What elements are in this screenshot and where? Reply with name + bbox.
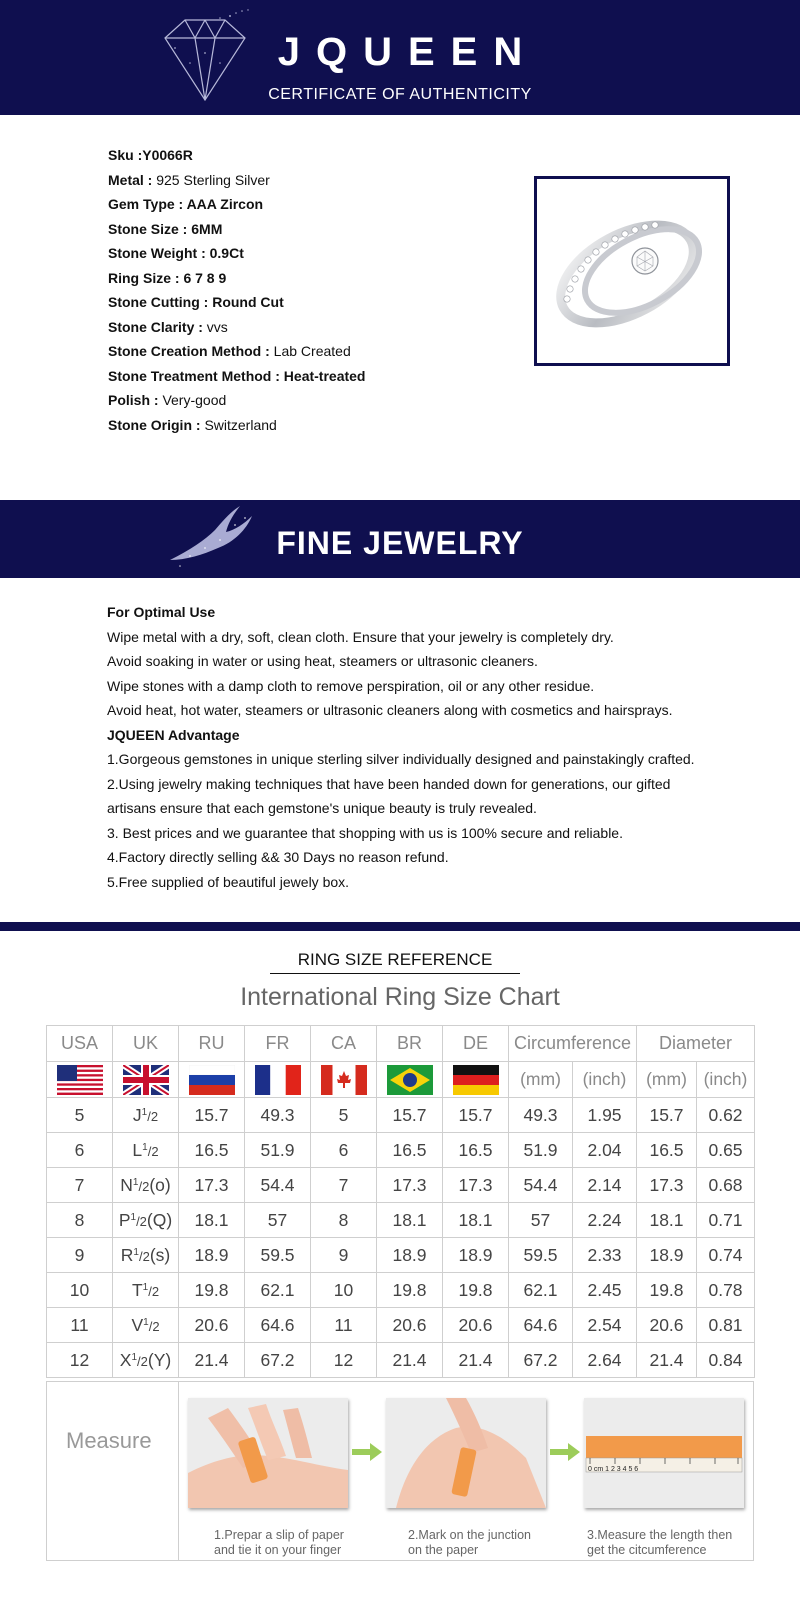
- size-cell-dia-in: 0.74: [697, 1238, 755, 1273]
- size-cell-br: 16.5: [377, 1133, 443, 1168]
- advantage-line: 5.Free supplied of beautiful jewely box.: [107, 873, 350, 890]
- uk-suffix: (o): [149, 1174, 171, 1195]
- size-cell-ru: 21.4: [179, 1343, 245, 1378]
- hand-paper-icon: [188, 1398, 348, 1508]
- size-cell-ru: 18.1: [179, 1203, 245, 1238]
- col-header: DE: [443, 1026, 509, 1062]
- spec-label: Stone Origin :: [108, 416, 201, 433]
- size-cell-dia-mm: 18.1: [637, 1203, 697, 1238]
- size-cell-circ-in: 2.04: [573, 1133, 637, 1168]
- uk-size-cell: [113, 1273, 179, 1308]
- size-cell-ca: 10: [311, 1273, 377, 1308]
- spec-row: [108, 388, 508, 413]
- mark-paper-icon: [386, 1398, 546, 1508]
- unit-header: (inch): [573, 1062, 637, 1098]
- advantage-line: 4.Factory directly selling && 30 Days no reason refund.: [107, 849, 449, 865]
- size-cell-dia-in: 0.68: [697, 1168, 755, 1203]
- spec-value: 6 7 8 9: [179, 269, 227, 286]
- col-header: Circumference: [509, 1026, 637, 1062]
- size-row: [47, 1238, 755, 1273]
- col-header: FR: [245, 1026, 311, 1062]
- size-cell-circ-mm: 51.9: [509, 1133, 573, 1168]
- uk-size-cell: [113, 1203, 179, 1238]
- size-cell-dia-mm: 15.7: [637, 1098, 697, 1133]
- fine-jewelry-title: FINE JEWELRY: [276, 525, 524, 561]
- spec-row: [108, 217, 508, 242]
- col-header: RU: [179, 1026, 245, 1062]
- spec-label: Ring Size :: [108, 269, 180, 286]
- germany-flag-icon: [453, 1065, 499, 1095]
- half-numerator: 1: [130, 1211, 137, 1223]
- size-cell-ca: 9: [311, 1238, 377, 1273]
- size-cell-usa: 7: [47, 1168, 113, 1203]
- ring-size-reference-title: RING SIZE REFERENCE: [270, 950, 520, 974]
- size-cell-ca: 5: [311, 1098, 377, 1133]
- half-denominator: /2: [138, 1178, 150, 1194]
- uk-size-cell: [113, 1343, 179, 1378]
- size-cell-usa: 11: [47, 1308, 113, 1343]
- size-cell-br: 17.3: [377, 1168, 443, 1203]
- size-cell-ru: 19.8: [179, 1273, 245, 1308]
- advantage-heading: JQUEEN Advantage: [107, 726, 240, 743]
- size-cell-br: 21.4: [377, 1343, 443, 1378]
- spec-row: [108, 413, 508, 438]
- spec-label: Stone Size :: [108, 220, 188, 237]
- size-cell-de: 21.4: [443, 1343, 509, 1378]
- size-cell-ca: 7: [311, 1168, 377, 1203]
- size-row: [47, 1203, 755, 1238]
- size-cell-de: 18.1: [443, 1203, 509, 1238]
- size-cell-circ-mm: 54.4: [509, 1168, 573, 1203]
- size-cell-fr: 51.9: [245, 1133, 311, 1168]
- size-cell-circ-in: 2.24: [573, 1203, 637, 1238]
- size-cell-de: 18.9: [443, 1238, 509, 1273]
- uk-size-cell: [113, 1098, 179, 1133]
- care-line: Wipe metal with a dry, soft, clean cloth. Ensure that your jewelry is completely dry.: [107, 628, 614, 645]
- size-cell-fr: 59.5: [245, 1238, 311, 1273]
- uk-letter: J: [132, 1104, 142, 1125]
- size-cell-circ-in: 2.14: [573, 1168, 637, 1203]
- half-numerator: 1: [142, 1281, 149, 1293]
- size-cell-ru: 20.6: [179, 1308, 245, 1343]
- half-denominator: /2: [136, 1213, 147, 1229]
- half-denominator: /2: [138, 1248, 150, 1264]
- flag-cell: [443, 1062, 509, 1098]
- size-cell-circ-mm: 62.1: [509, 1273, 573, 1308]
- size-cell-ca: 8: [311, 1203, 377, 1238]
- flag-cell: [377, 1062, 443, 1098]
- spec-value: Lab Created: [269, 343, 351, 359]
- size-cell-dia-mm: 17.3: [637, 1168, 697, 1203]
- france-flag-icon: [255, 1065, 301, 1095]
- uk-letter: V: [131, 1314, 144, 1335]
- brand-name: JQUEEN: [277, 30, 539, 74]
- step1-caption: [214, 1528, 384, 1558]
- size-row: [47, 1168, 755, 1203]
- spec-label: Gem Type :: [108, 196, 184, 212]
- size-cell-circ-mm: 57: [509, 1203, 573, 1238]
- spec-label: Sku :: [108, 147, 143, 163]
- col-header: CA: [311, 1026, 377, 1062]
- size-cell-circ-mm: 59.5: [509, 1238, 573, 1273]
- advantage-line: artisans ensure that each gemstone's unique beauty is truly revealed.: [107, 800, 537, 816]
- half-numerator: 1: [132, 1176, 139, 1188]
- spec-row: [108, 168, 508, 193]
- col-header: BR: [377, 1026, 443, 1062]
- uk-suffix: (Q): [146, 1209, 173, 1230]
- size-cell-circ-in: 2.45: [573, 1273, 637, 1308]
- advantage-line: 2.Using jewelry making techniques that have been handed down for generations, our gifted: [107, 775, 671, 792]
- size-row: [47, 1308, 755, 1343]
- size-cell-fr: 62.1: [245, 1273, 311, 1308]
- usa-flag-icon: [57, 1065, 103, 1095]
- half-denominator: /2: [148, 1318, 160, 1334]
- flag-cell: [47, 1062, 113, 1098]
- size-cell-fr: 54.4: [245, 1168, 311, 1203]
- uk-letter: P: [118, 1209, 131, 1230]
- uk-size-cell: [113, 1133, 179, 1168]
- certificate-subtitle: CERTIFICATE OF AUTHENTICITY: [268, 86, 532, 103]
- half-numerator: 1: [143, 1316, 149, 1328]
- spec-value: 925 Sterling Silver: [152, 171, 270, 188]
- spec-row: [108, 290, 508, 315]
- care-text: [107, 600, 787, 894]
- half-denominator: /2: [148, 1283, 160, 1299]
- spec-value: AAA Zircon: [183, 196, 264, 212]
- spec-label: Stone Clarity :: [108, 318, 203, 335]
- ring-size-chart-title: International Ring Size Chart: [240, 983, 560, 1011]
- ruler-icon: [584, 1398, 744, 1508]
- half-numerator: 1: [141, 1106, 148, 1118]
- col-header: USA: [47, 1026, 113, 1062]
- uk-suffix: (Y): [147, 1349, 172, 1370]
- size-cell-dia-mm: 19.8: [637, 1273, 697, 1308]
- size-cell-fr: 49.3: [245, 1098, 311, 1133]
- size-cell-ru: 15.7: [179, 1098, 245, 1133]
- col-header: Diameter: [637, 1026, 755, 1062]
- size-cell-ru: 18.9: [179, 1238, 245, 1273]
- size-cell-circ-in: 2.54: [573, 1308, 637, 1343]
- size-row: [47, 1133, 755, 1168]
- size-cell-dia-in: 0.78: [697, 1273, 755, 1308]
- size-cell-dia-mm: 16.5: [637, 1133, 697, 1168]
- size-cell-usa: 9: [47, 1238, 113, 1273]
- size-cell-usa: 6: [47, 1133, 113, 1168]
- step2-caption: [408, 1528, 578, 1558]
- spec-row: [108, 192, 508, 217]
- size-cell-ru: 17.3: [179, 1168, 245, 1203]
- ring-set-icon: [537, 179, 727, 363]
- size-cell-usa: 10: [47, 1273, 113, 1308]
- unit-header: (mm): [637, 1062, 697, 1098]
- uk-size-cell: [113, 1238, 179, 1273]
- size-cell-de: 16.5: [443, 1133, 509, 1168]
- arrow-right-icon: [352, 1443, 382, 1461]
- size-cell-fr: 67.2: [245, 1343, 311, 1378]
- size-cell-circ-mm: 49.3: [509, 1098, 573, 1133]
- size-cell-de: 19.8: [443, 1273, 509, 1308]
- size-cell-circ-in: 2.64: [573, 1343, 637, 1378]
- size-cell-fr: 64.6: [245, 1308, 311, 1343]
- step-line: get the citcumference: [587, 1543, 707, 1557]
- section-divider: [0, 922, 800, 931]
- size-cell-dia-in: 0.81: [697, 1308, 755, 1343]
- size-cell-usa: 12: [47, 1343, 113, 1378]
- spec-value: Heat-treated: [279, 367, 366, 384]
- size-cell-dia-in: 0.84: [697, 1343, 755, 1378]
- size-cell-dia-mm: 20.6: [637, 1308, 697, 1343]
- flag-cell: [245, 1062, 311, 1098]
- size-cell-br: 20.6: [377, 1308, 443, 1343]
- step3-photo: [584, 1398, 744, 1508]
- spec-label: Stone Weight :: [108, 245, 206, 261]
- advantage-line: 1.Gorgeous gemstones in unique sterling silver individually designed and painstakingly crafted.: [107, 751, 695, 767]
- size-cell-br: 19.8: [377, 1273, 443, 1308]
- step2-photo: [386, 1398, 546, 1508]
- spec-row: [108, 339, 508, 364]
- size-row: [47, 1098, 755, 1133]
- advantage-line: 3. Best prices and we guarantee that shopping with us is 100% secure and reliable.: [107, 824, 623, 841]
- spec-label: Stone Treatment Method :: [108, 367, 280, 384]
- uk-letter: N: [120, 1174, 133, 1195]
- half-denominator: /2: [137, 1353, 148, 1369]
- size-cell-ca: 11: [311, 1308, 377, 1343]
- care-line: Avoid heat, hot water, steamers or ultrasonic cleaners along with cosmetics and hairsprays.: [107, 702, 673, 718]
- spec-value: Round Cut: [208, 294, 284, 310]
- care-line: Wipe stones with a damp cloth to remove perspiration, oil or any other residue.: [107, 677, 595, 694]
- ruler-label: 0 cm 1 2 3 4 5 6: [588, 1466, 639, 1473]
- care-heading: For Optimal Use: [107, 604, 216, 620]
- ring-size-table: [46, 1025, 755, 1378]
- uk-size-cell: [113, 1308, 179, 1343]
- size-cell-de: 17.3: [443, 1168, 509, 1203]
- header-row: [47, 1026, 755, 1062]
- size-cell-ca: 12: [311, 1343, 377, 1378]
- uk-letter: R: [120, 1244, 134, 1265]
- care-line: Avoid soaking in water or using heat, steamers or ultrasonic cleaners.: [107, 653, 538, 669]
- arrow-right-icon: [550, 1443, 580, 1461]
- russia-flag-icon: [189, 1065, 235, 1095]
- uk-letter: X: [119, 1349, 132, 1370]
- size-cell-br: 15.7: [377, 1098, 443, 1133]
- size-cell-dia-mm: 18.9: [637, 1238, 697, 1273]
- spec-value: Very-good: [158, 392, 227, 408]
- step-line: 3.Measure the length then: [587, 1528, 733, 1542]
- unit-header: (mm): [509, 1062, 573, 1098]
- spec-label: Metal :: [108, 171, 153, 188]
- size-cell-circ-in: 2.33: [573, 1238, 637, 1273]
- uk-size-cell: [113, 1168, 179, 1203]
- half-denominator: /2: [147, 1143, 159, 1159]
- size-cell-ru: 16.5: [179, 1133, 245, 1168]
- size-cell-de: 15.7: [443, 1098, 509, 1133]
- size-cell-circ-mm: 64.6: [509, 1308, 573, 1343]
- spec-value: 6MM: [187, 220, 223, 237]
- uk-letter: T: [131, 1279, 143, 1300]
- half-numerator: 1: [133, 1246, 139, 1258]
- flag-cell: [311, 1062, 377, 1098]
- uk-letter: L: [132, 1139, 143, 1160]
- size-cell-dia-mm: 21.4: [637, 1343, 697, 1378]
- spec-value: Y0066R: [142, 147, 193, 163]
- col-header: UK: [113, 1026, 179, 1062]
- step-line: and tie it on your finger: [214, 1543, 342, 1557]
- spec-label: Stone Cutting :: [108, 294, 209, 310]
- unit-header: (inch): [697, 1062, 755, 1098]
- spec-row: [108, 143, 508, 168]
- product-image: [534, 176, 730, 366]
- flag-row: [47, 1062, 755, 1098]
- flag-cell: [179, 1062, 245, 1098]
- brazil-flag-icon: [387, 1065, 433, 1095]
- size-cell-br: 18.1: [377, 1203, 443, 1238]
- half-numerator: 1: [142, 1141, 148, 1153]
- step-line: on the paper: [408, 1543, 479, 1557]
- size-row: [47, 1343, 755, 1378]
- spec-row: [108, 315, 508, 340]
- spec-label: Stone Creation Method :: [108, 343, 270, 359]
- spec-value: 0.9Ct: [205, 245, 244, 261]
- step-line: 1.Prepar a slip of paper: [214, 1528, 344, 1542]
- spec-value: Switzerland: [200, 416, 277, 433]
- spec-list: [108, 143, 508, 437]
- size-cell-usa: 8: [47, 1203, 113, 1238]
- flag-cell: [113, 1062, 179, 1098]
- size-cell-de: 20.6: [443, 1308, 509, 1343]
- spec-row: [108, 364, 508, 389]
- size-cell-circ-in: 1.95: [573, 1098, 637, 1133]
- size-cell-dia-in: 0.71: [697, 1203, 755, 1238]
- size-row: [47, 1273, 755, 1308]
- size-cell-dia-in: 0.62: [697, 1098, 755, 1133]
- step1-photo: [188, 1398, 348, 1508]
- half-numerator: 1: [131, 1351, 138, 1363]
- size-cell-circ-mm: 67.2: [509, 1343, 573, 1378]
- uk-suffix: (s): [149, 1244, 171, 1265]
- measure-divider: [178, 1381, 179, 1561]
- spec-label: Polish :: [108, 392, 159, 408]
- size-cell-usa: 5: [47, 1098, 113, 1133]
- size-cell-br: 18.9: [377, 1238, 443, 1273]
- size-cell-dia-in: 0.65: [697, 1133, 755, 1168]
- step-line: 2.Mark on the junction: [408, 1528, 531, 1542]
- canada-flag-icon: [321, 1065, 367, 1095]
- half-denominator: /2: [147, 1108, 159, 1124]
- uk-flag-icon: [123, 1065, 169, 1095]
- spec-row: [108, 241, 508, 266]
- size-cell-ca: 6: [311, 1133, 377, 1168]
- spec-row: [108, 266, 508, 291]
- spec-value: vvs: [202, 318, 228, 335]
- measure-label: Measure: [66, 1428, 152, 1453]
- step3-caption: [587, 1528, 757, 1558]
- size-cell-fr: 57: [245, 1203, 311, 1238]
